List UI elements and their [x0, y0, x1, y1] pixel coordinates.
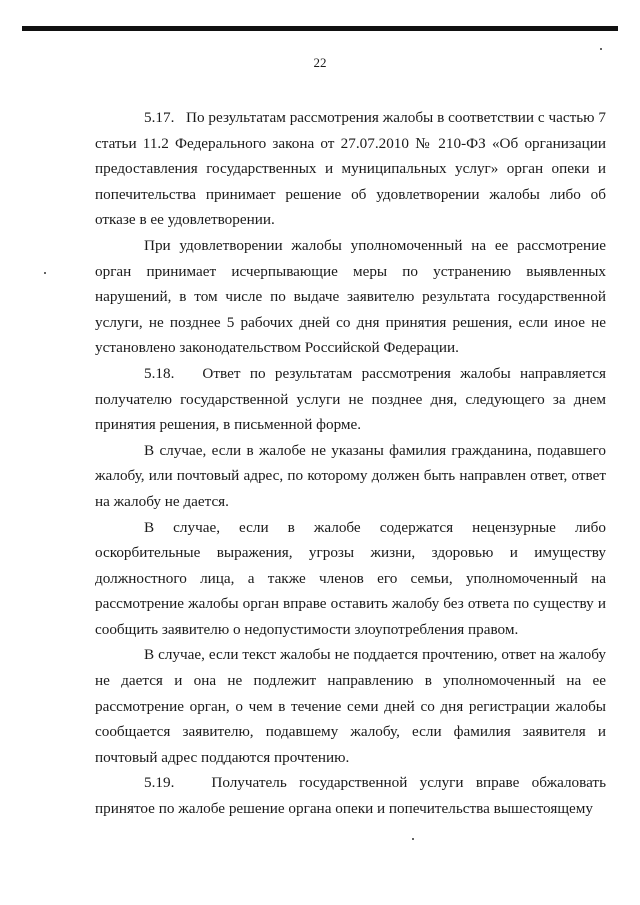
- paragraph-5-19: 5.19. Получатель государственной услуги вправе обжаловать принятое по жалобе решение органа опеки и попечительства вышестоящему: [95, 774, 606, 818]
- top-border-line: [22, 26, 618, 31]
- paragraph-5-18: 5.18. Ответ по результатам рассмотрения жалобы направляется получателю государственной услуги не позднее дня, следующего за днем принятия решения, в письменной форме.: [95, 364, 606, 434]
- paragraph-offensive-language: В случае, если в жалобе содержатся нецензурные либо оскорбительные выражения, угрозы жизни, здоровью и имуществу должностного лица, а также членов его семьи, уполномоченный на рассмотрение жалобы орган вправе оставить жалобу без ответа по существу и сообщить заявителю о недопустимости злоупотребления правом.: [95, 518, 606, 638]
- paragraph-satisfaction-measures: При удовлетворении жалобы уполномоченный на ее рассмотрение орган принимает исчерпывающие меры по устранению выявленных нарушений, в том числе по выдаче заявителю результата государственной услуги, не позднее 5 рабочих дней со дня принятия решения, если иное не установлено законодательством Российской Федерации.: [95, 236, 606, 357]
- document-body: [95, 105, 606, 822]
- scan-speck: [412, 838, 414, 840]
- scan-speck: [44, 272, 46, 274]
- scan-speck: [600, 48, 602, 50]
- page-number: 22: [313, 55, 327, 70]
- paragraph-5-17: 5.17. По результатам рассмотрения жалобы в соответствии с частью 7 статьи 11.2 Федерального закона от 27.07.2010 № 210-ФЗ «Об организации предоставления государственных и муниципальных услуг» орган опеки и попечительства принимает решение об удовлетворении жалобы либо об отказе в ее удовлетворении.: [95, 109, 606, 229]
- paragraph-unreadable-text: В случае, если текст жалобы не поддается прочтению, ответ на жалобу не дается и она не подлежит направлению в уполномоченный на ее рассмотрение орган, о чем в течение семи дней со дня регистрации жалобы сообщается заявителю, подавшему жалобу, если фамилия заявителя и почтовый адрес поддаются прочтению.: [95, 646, 606, 766]
- paragraph-no-name-address: В случае, если в жалобе не указаны фамилия гражданина, подавшего жалобу, или почтовый адрес, по которому должен быть направлен ответ, ответ на жалобу не дается.: [95, 441, 606, 510]
